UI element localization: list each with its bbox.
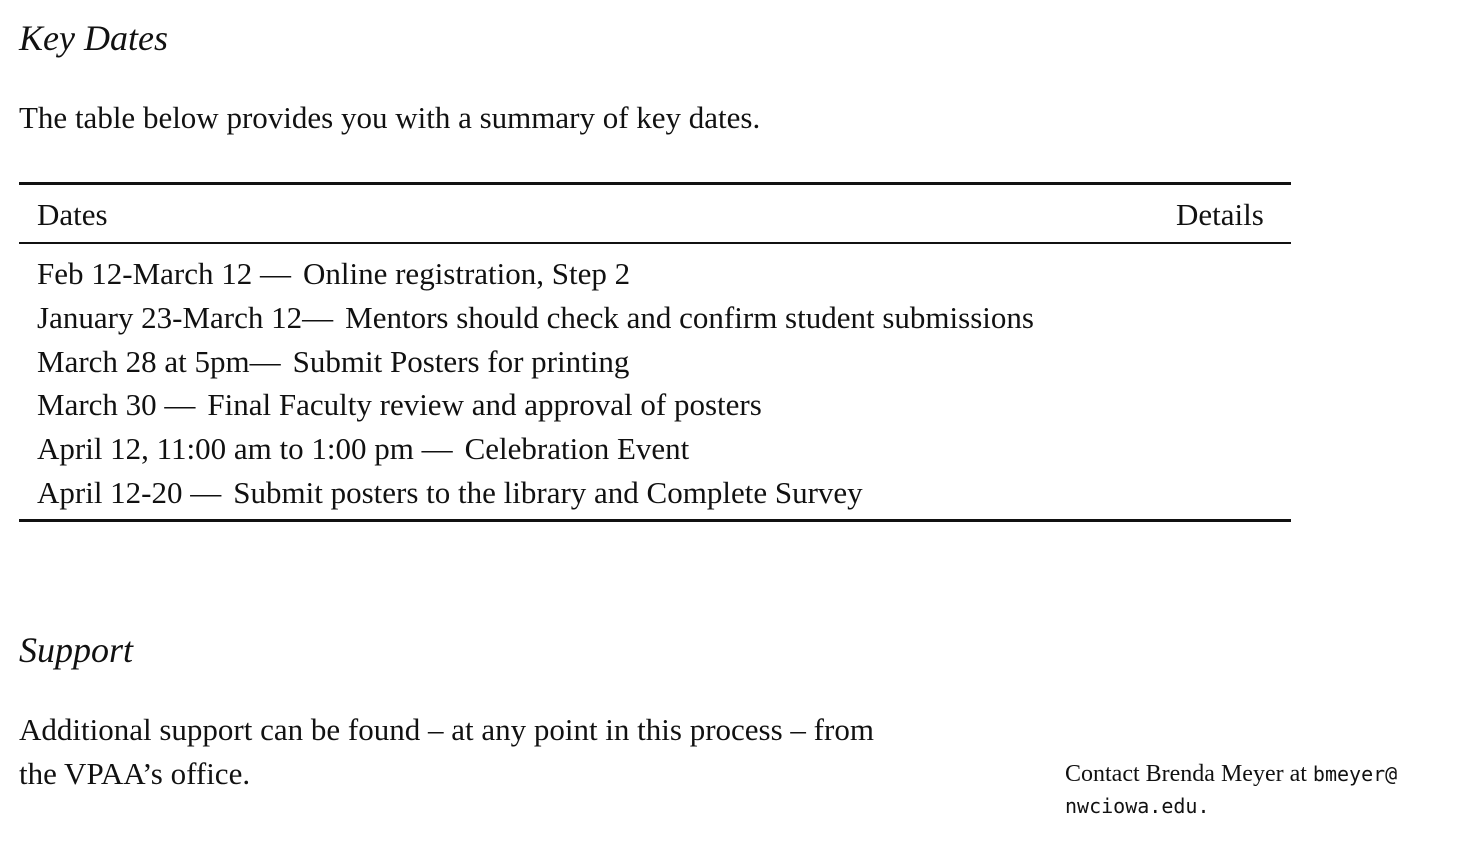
support-body: [19, 708, 874, 796]
row-date: Feb 12-March 12 —: [37, 256, 291, 291]
details-column-header: Details: [1176, 197, 1264, 232]
table-row: [37, 383, 1034, 427]
contact-email-domain[interactable]: nwciowa.edu.: [1065, 794, 1210, 818]
row-date: January 23-March 12—: [37, 299, 334, 335]
table-row: [37, 340, 1034, 384]
table-top-rule: [19, 182, 1291, 185]
row-date: April 12-20 —: [37, 474, 222, 510]
table-row: [37, 427, 1034, 471]
contact-email-link[interactable]: bmeyer@: [1312, 762, 1398, 786]
row-date: March 30 —: [37, 387, 196, 423]
key-dates-intro: The table below provides you with a summary of key dates.: [19, 100, 761, 135]
support-body-line-2: the VPAA’s office.: [19, 756, 251, 791]
row-detail: Celebration Event: [464, 431, 690, 467]
dates-column-header: Dates: [37, 197, 108, 232]
row-detail: Final Faculty review and approval of posters: [207, 387, 762, 423]
support-heading: Support: [19, 630, 134, 670]
table-row: [37, 252, 1034, 296]
row-detail: Mentors should check and confirm student submissions: [345, 299, 1034, 335]
table-bottom-rule: [19, 519, 1291, 522]
row-date: March 28 at 5pm—: [37, 343, 281, 379]
table-row: [37, 296, 1034, 340]
support-body-line-1: Additional support can be found – at any point in this process – from: [19, 712, 874, 747]
table-body: [37, 252, 1034, 515]
table-header-rule: [19, 242, 1291, 244]
row-detail: Online registration, Step 2: [302, 256, 631, 291]
row-detail: Submit posters to the library and Complete Survey: [233, 474, 863, 510]
row-detail: Submit Posters for printing: [292, 343, 630, 379]
row-date: April 12, 11:00 am to 1:00 pm —: [37, 431, 453, 467]
table-row: [37, 471, 1034, 515]
contact-prefix: Contact Brenda Meyer at: [1065, 761, 1313, 787]
support-margin-note: [1065, 758, 1465, 822]
key-dates-heading: Key Dates: [19, 18, 168, 58]
